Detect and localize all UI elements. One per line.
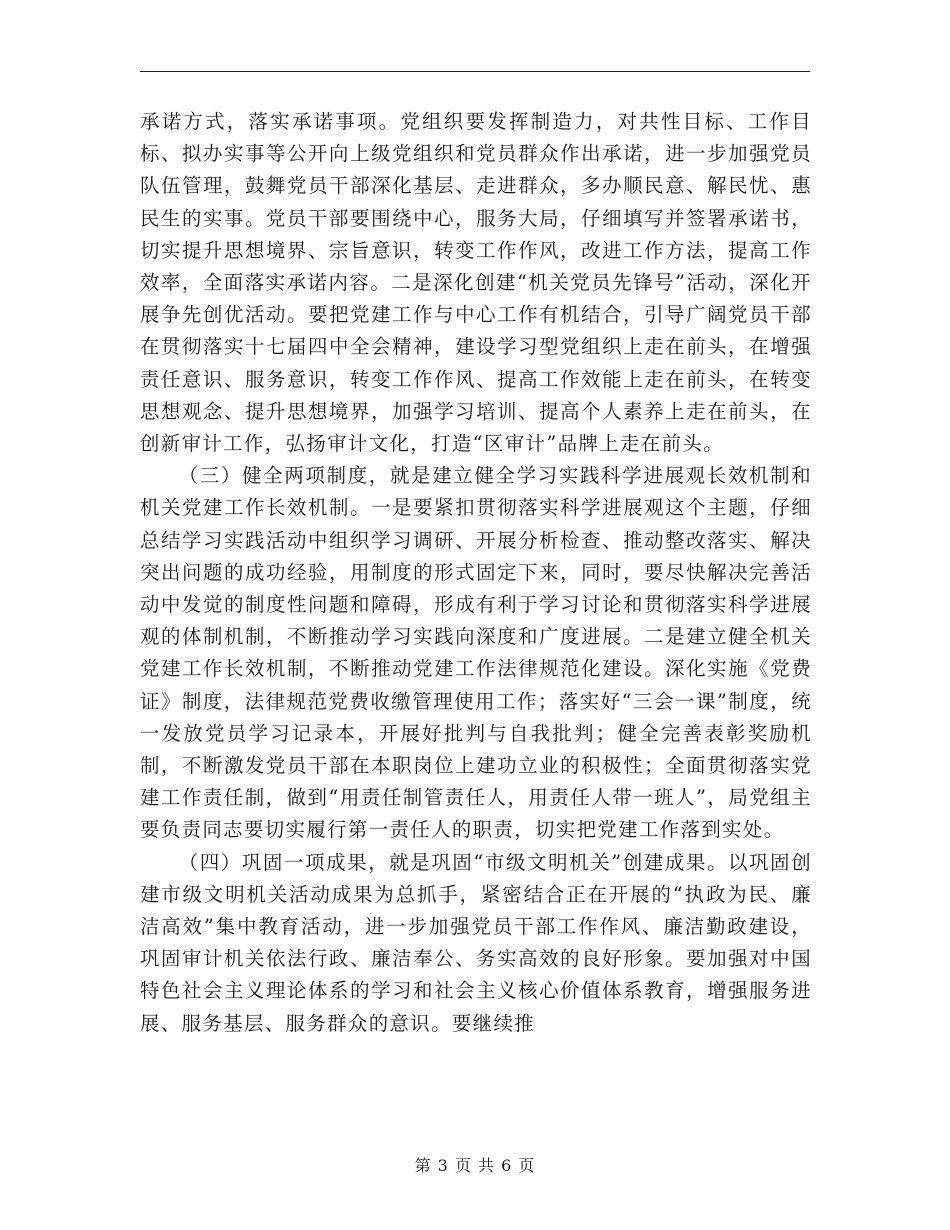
document-body xyxy=(140,106,812,1040)
page-footer xyxy=(0,1153,950,1176)
paragraph-commitments: 承诺方式，落实承诺事项。党组织要发挥制造力，对共性目标、工作目标、拟办实事等公开向上级党组织和党员群众作出承诺，进一步加强党员队伍管理，鼓舞党员干部深化基层、走进群众，多办顺民意、解民忧、惠民生的实事。党员干部要围绕中心，服务大局，仔细填写并签署承诺书，切实提升思想境界、宗旨意识，转变工作作风，改进工作方法，提高工作效率，全面落实承诺内容。二是深化创建“机关党员先锋号”活动，深化开展争先创优活动。要把党建工作与中心工作有机结合，引导广阔党员干部在贯彻落实十七届四中全会精神，建设学习型党组织上走在前头，在增强责任意识、服务意识，转变工作作风、提高工作效能上走在前头，在转变思想观念、提升思想境界，加强学习培训、提高个人素养上走在前头，在创新审计工作，弘扬审计文化，打造“区审计”品牌上走在前头。 xyxy=(140,110,812,456)
paragraph-two-systems: （三）健全两项制度，就是建立健全学习实践科学进展观长效机制和机关党建工作长效机制。一是要紧扣贯彻落实科学进展观这个主题，仔细总结学习实践活动中组织学习调研、开展分析检查、推动整改落实、解决突出问题的成功经验，用制度的形式固定下来，同时，要尽快解决完善活动中发觉的制度性问题和障碍，形成有利于学习讨论和贯彻落实科学进展观的体制机制，不断推动学习实践向深度和广度进展。二是建立健全机关党建工作长效机制，不断推动党建工作法律规范化建设。深化实施《党费证》制度，法律规范党费收缴管理使用工作；落实好“三会一课”制度，统一发放党员学习记录本，开展好批判与自我批判；健全完善表彰奖励机制，不断激发党员干部在本职岗位上建功立业的积极性；全面贯彻落实党建工作责任制，做到“用责任制管责任人，用责任人带一班人”，局党组主要负责同志要切实履行第一责任人的职责，切实把党建工作落到实处。 xyxy=(140,464,812,842)
page-number: 第 3 页 共 6 页 xyxy=(414,1156,536,1175)
paragraph-consolidate-results: （四）巩固一项成果，就是巩固“市级文明机关”创建成果。以巩固创建市级文明机关活动成果为总抓手，紧密结合正在开展的“执政为民、廉洁高效”集中教育活动，进一步加强党员干部工作作风、廉洁勤政建设，巩固审计机关依法行政、廉洁奉公、务实高效的良好形象。要加强对中国特色社会主义理论体系的学习和社会主义核心价值体系教育，增强服务进展、服务基层、服务群众的意识。要继续推 xyxy=(140,850,812,1035)
header-rule xyxy=(140,71,810,72)
